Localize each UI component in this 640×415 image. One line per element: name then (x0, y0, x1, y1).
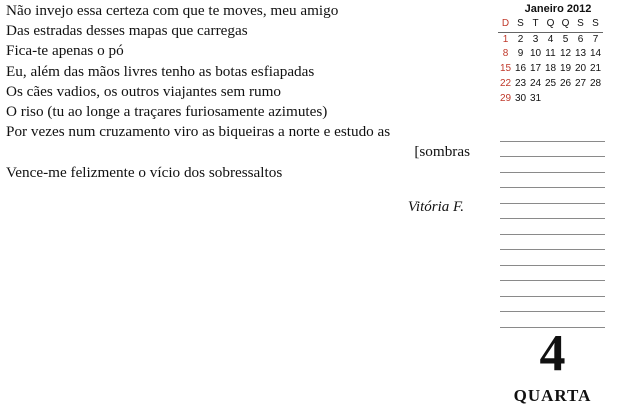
calendar-day (558, 92, 573, 107)
calendar-weekday-header: T (528, 17, 543, 33)
calendar-day: 17 (529, 63, 542, 75)
calendar-weekday-header: D (498, 17, 513, 33)
poem-author: Vitória F. (407, 199, 464, 215)
poem (6, 1, 472, 183)
note-line (500, 235, 605, 251)
calendar-weekday-header: S (513, 17, 528, 33)
note-line (500, 297, 605, 313)
calendar-day: 24 (529, 77, 542, 89)
note-line (500, 142, 605, 158)
poem-line: Das estradas desses mapas que carregas (6, 22, 248, 40)
poem-line: Não invejo essa certeza com que te moves, meu amigo (6, 2, 339, 19)
calendar-day: 18 (544, 63, 557, 75)
day-number: 4 (539, 325, 566, 382)
calendar-title: Janeiro 2012 (524, 3, 592, 15)
calendar-day: 4 (547, 33, 554, 45)
calendar-day: 1 (502, 33, 509, 45)
calendar-day: 12 (559, 48, 572, 60)
calendar-day: 25 (544, 77, 557, 89)
notes-lines (500, 126, 605, 328)
calendar-day: 30 (514, 92, 527, 104)
note-line (500, 173, 605, 189)
calendar-day: 28 (589, 77, 602, 89)
poem-line: Por vezes num cruzamento viro as biqueiras a norte e estudo as (6, 123, 391, 141)
calendar-day: 31 (529, 92, 542, 104)
calendar-day: 9 (517, 48, 524, 60)
calendar-day: 11 (545, 48, 556, 60)
calendar-day: 21 (589, 63, 602, 75)
mini-calendar (498, 2, 612, 106)
calendar-grid (498, 17, 612, 106)
calendar-day: 2 (517, 33, 524, 45)
calendar-day (543, 92, 558, 107)
poem-line: Vence-me felizmente o vício dos sobressaltos (6, 163, 283, 181)
poem-line: O riso (tu ao longe a traçares furiosamente azimutes) (6, 103, 328, 121)
calendar-day: 23 (514, 77, 527, 89)
poem-line: Eu, além das mãos livres tenho as botas esfiapadas (6, 62, 315, 80)
poem-line: Os cães vadios, os outros viajantes sem rumo (6, 82, 282, 100)
calendar-day: 5 (562, 33, 569, 45)
poem-line: Fica-te apenas o pó (6, 42, 124, 60)
calendar-weekday-header: Q (543, 17, 558, 33)
calendar-day: 6 (577, 33, 584, 45)
calendar-day: 16 (514, 63, 527, 75)
calendar-day (573, 92, 588, 107)
calendar-day: 8 (502, 48, 509, 60)
calendar-day: 19 (559, 63, 572, 75)
calendar-day: 3 (532, 33, 539, 45)
calendar-weekday-header: S (573, 17, 588, 33)
calendar-day: 15 (499, 63, 512, 75)
calendar-day: 10 (529, 48, 542, 60)
calendar-day (588, 92, 603, 107)
calendar-weekday-header: S (588, 17, 603, 33)
note-line (500, 204, 605, 220)
calendar-day: 27 (574, 77, 587, 89)
poem-line-continuation: [sombras (414, 143, 470, 161)
calendar-day: 14 (589, 48, 602, 60)
calendar-day: 26 (559, 77, 572, 89)
calendar-day: 29 (499, 92, 512, 104)
note-line (500, 219, 605, 235)
calendar-day: 13 (574, 48, 587, 60)
calendar-day: 22 (499, 77, 512, 89)
note-line (500, 157, 605, 173)
note-line (500, 188, 605, 204)
note-line (500, 281, 605, 297)
calendar-weekday-header: Q (558, 17, 573, 33)
note-line (500, 126, 605, 142)
note-line (500, 250, 605, 266)
calendar-day: 7 (592, 33, 599, 45)
note-line (500, 266, 605, 282)
weekday-label: QUARTA (513, 386, 592, 405)
calendar-day: 20 (574, 63, 587, 75)
